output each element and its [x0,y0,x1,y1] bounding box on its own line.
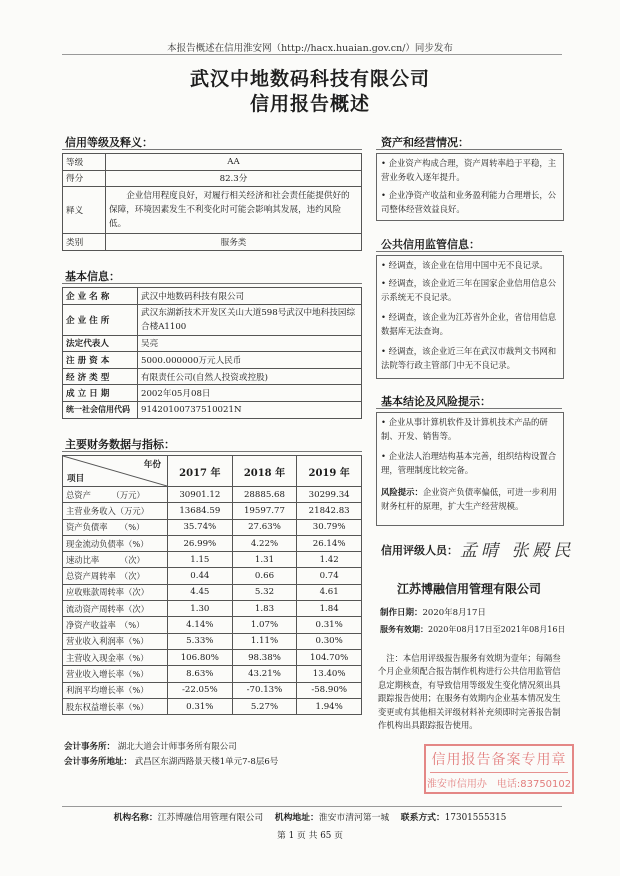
basic-label: 统一社会信用代码 [63,401,138,418]
conclusion-item: • 企业法人治理结构基本完善，组织结构设置合理，管理制度比较完备。 [381,451,557,475]
basic-value: 有限责任公司(自然人投资或控股) [138,368,362,385]
supervision-item: • 经调查，该企业近三年在国家企业信用信息公示系统无不良记录。 [381,278,557,302]
finance-heading: 主要财务数据与指标： [65,438,175,451]
finance-row [63,649,362,665]
finance-value: 35.74% [168,519,233,535]
publish-note: 本报告概述在信用淮安网（http://hacx.huaian.gov.cn/）同步发布 [167,43,453,54]
firm-address-value: 武昌区东湖西路景天楼1单元7-8层6号 [134,757,279,767]
finance-value: 1.83 [232,601,297,617]
finance-item: 主营业务收入（万元） [63,503,168,519]
rating-value: AA [106,154,362,171]
phone-value: 17301555315 [444,813,507,823]
finance-item: 股东权益增长率（%） [63,698,168,714]
supervision-box [376,255,564,379]
finance-value: 13.40% [297,666,362,682]
finance-value: 27.63% [232,519,297,535]
finance-value: 0.30% [297,633,362,649]
finance-value: 5.27% [232,698,297,714]
finance-row [63,535,362,551]
basic-row [63,385,362,402]
rating-value: 82.3分 [106,170,362,187]
accounting-firm-label: 会计事务所： [64,742,116,752]
supervision-item-text: 经调查，该企业近三年在武汉市裁判文书网和法院等行政主管部门中无不良记录。 [381,346,557,370]
addr-value: 淮安市清河第一城 [318,813,390,823]
finance-value: 1.11% [232,633,297,649]
rating-row-level [63,154,362,171]
firm-address-label: 会计事务所地址： [64,757,133,767]
risk-label: 风险提示： [381,487,423,497]
assets-box [376,153,564,221]
rating-label: 类别 [63,234,106,251]
conclusion-heading-rule [376,408,562,409]
finance-value: 1.94% [297,698,362,714]
basic-value: 武汉东湖新技术开发区关山大道598号武汉中地科技园综合楼A1100 [138,304,362,335]
finance-row [63,617,362,633]
rating-table [62,153,362,251]
conclusion-heading: 基本结论及风险提示： [381,395,491,408]
basic-heading: 基本信息： [65,270,120,283]
rating-heading-rule [62,149,362,150]
finance-item: 流动资产周转率（次） [63,601,168,617]
report-title: 信用报告概述 [249,93,370,115]
stamp-text: 淮安市信用办 电话:83750102 [426,779,572,790]
basic-row [63,335,362,352]
basic-label: 法定代表人 [63,335,138,352]
basic-row [63,352,362,369]
finance-row [63,584,362,600]
finance-header-row [63,456,362,487]
basic-label: 成 立 日 期 [63,385,138,402]
finance-value: 26.14% [297,535,362,551]
basic-label: 企 业 名 称 [63,288,138,305]
finance-row [63,698,362,714]
basic-info-table [62,287,362,419]
phone-label: 联系方式： [400,813,445,823]
basic-row [63,304,362,335]
rating-value: 企业信用程度良好，对履行相关经济和社会责任能提供好的保障，环境因素发生不利变化时可能会影响其发展，违约风险低。 [106,187,362,234]
rating-heading: 信用等级及释义： [65,136,153,149]
finance-row [63,519,362,535]
finance-value: 0.66 [232,568,297,584]
period-value: 2020年08月17日至2021年08月16日 [428,625,566,634]
finance-value: 30299.34 [297,487,362,503]
finance-value: -22.05% [168,682,233,698]
basic-value: 2002年05月08日 [138,385,362,402]
finance-value: 1.15 [168,552,233,568]
finance-value: 1.84 [297,601,362,617]
conclusion-box [376,412,564,526]
supervision-item: • 经调查，该企业为江苏省外企业，省信用信息数据库无法查询。 [381,312,557,336]
finance-row [63,633,362,649]
finance-value: 0.31% [297,617,362,633]
accounting-firm-value: 湖北大道会计师事务所有限公司 [117,742,237,752]
finance-value: 0.74 [297,568,362,584]
finance-value: 4.61 [297,584,362,600]
assets-item: • 企业资产构成合理，资产周转率趋于平稳，主营业务收入逐年提升。 [381,158,557,182]
validity-note: 注：本信用评级报告服务有效期为壹年；每隔叁个月企业须配合报告制作机构进行公共信用监管信息定期核查，有导致信用等级发生变化情况须出具跟踪报告使用；在服务有效期内企业基本情况发生变更或有其他相关评级材料补充须即时完善报告制作机构出具跟踪报告使用。 [378,653,561,731]
finance-value: -70.13% [232,682,297,698]
year-header: 2018 年 [232,456,297,487]
finance-item: 总资产 （万元） [63,487,168,503]
finance-value: 1.30 [168,601,233,617]
finance-item: 营业收入利润率（%） [63,633,168,649]
firm-address-line [64,755,278,767]
finance-row [63,487,362,503]
basic-value: 91420100737510021N [138,401,362,418]
year-header: 2017 年 [168,456,233,487]
basic-label: 企 业 住 所 [63,304,138,335]
rating-value: 服务类 [106,234,362,251]
finance-body [63,487,362,715]
finance-value: 5.33% [168,633,233,649]
finance-item: 利润平均增长率（%） [63,682,168,698]
issuer-company: 江苏博融信用管理有限公司 [396,582,541,596]
basic-value: 武汉中地数码科技有限公司 [138,288,362,305]
finance-row [63,568,362,584]
rater-signature: 孟晴 张殿民 [460,541,575,561]
header-rule [62,54,562,55]
finance-value: 8.63% [168,666,233,682]
raters-label: 信用评级人员： [381,544,458,557]
finance-value: 1.07% [232,617,297,633]
supervision-item-text: 经调查，该企业为江苏省外企业，省信用信息数据库无法查询。 [381,312,557,336]
finance-value: 5.32 [232,584,297,600]
finance-value: 0.44 [168,568,233,584]
finance-table [62,455,362,715]
period-line [380,624,565,635]
accounting-firm-line [64,740,237,752]
finance-item: 速动比率 （次） [63,552,168,568]
supervision-heading-rule [376,251,562,252]
date-label: 制作日期： [380,608,423,618]
finance-value: 21842.83 [297,503,362,519]
risk-text: 企业资产负债率偏低，可进一步利用财务杠杆的原理，扩大生产经营规模。 [381,487,557,511]
date-line [380,606,486,618]
finance-item: 总资产周转率 （次） [63,568,168,584]
assets-item-text: 企业净资产收益和业务盈利能力合理增长，公司整体经营效益良好。 [381,190,557,214]
finance-corner-cell [63,456,168,487]
org-label: 机构名称： [113,813,158,823]
finance-heading-rule [62,451,362,452]
supervision-item: • 经调查，该企业近三年在武汉市裁判文书网和法院等行政主管部门中无不良记录。 [381,346,557,370]
basic-row [63,288,362,305]
finance-row [63,503,362,519]
basic-label: 注 册 资 本 [63,352,138,369]
finance-row [63,601,362,617]
period-label: 服务有效期： [380,624,428,634]
company-title: 武汉中地数码科技有限公司 [189,68,430,90]
finance-item: 营业收入增长率（%） [63,666,168,682]
finance-value: 4.22% [232,535,297,551]
basic-row [63,401,362,418]
corner-item-label: 项目 [67,474,85,484]
rating-label: 等级 [63,154,106,171]
basic-heading-rule [62,283,362,284]
corner-year-label: 年份 [143,460,161,470]
finance-value: 104.70% [297,649,362,665]
filing-stamp [424,744,574,794]
finance-value: 30901.12 [168,487,233,503]
finance-value: 19597.77 [232,503,297,519]
finance-value: 28885.68 [232,487,297,503]
year-header: 2019 年 [297,456,362,487]
finance-value: 1.31 [232,552,297,568]
finance-row [63,666,362,682]
finance-item: 资产负债率 （%） [63,519,168,535]
rating-label: 得分 [63,170,106,187]
finance-value: 98.38% [232,649,297,665]
basic-row [63,368,362,385]
footer-info [0,810,620,823]
rating-row-score [63,170,362,187]
supervision-item-text: 经调查，该企业近三年在国家企业信用信息公示系统无不良记录。 [381,278,557,302]
finance-value: 4.14% [168,617,233,633]
footer-rule [62,806,562,807]
basic-label: 经 济 类 型 [63,368,138,385]
finance-item: 净资产收益率 （%） [63,617,168,633]
conclusion-item-text: 企业法人治理结构基本完善，组织结构设置合理，管理制度比较完备。 [381,451,557,475]
rating-row-category [63,234,362,251]
stamp-text: 信用报告备案专用章 [431,752,567,768]
finance-value: 13684.59 [168,503,233,519]
rating-label: 释义 [63,187,106,234]
addr-label: 机构地址： [274,813,319,823]
finance-value: 30.79% [297,519,362,535]
supervision-item: • 经调查，该企业在信用中国中无不良记录。 [381,260,548,270]
finance-value: 0.31% [168,698,233,714]
page-number: 第 1 页 共 65 页 [277,831,343,841]
finance-value: -58.90% [297,682,362,698]
finance-item: 主营收入现金率（%） [63,649,168,665]
finance-value: 4.45 [168,584,233,600]
finance-row [63,682,362,698]
finance-value: 26.99% [168,535,233,551]
finance-row [63,552,362,568]
basic-value: 5000.000000万元人民币 [138,352,362,369]
conclusion-item-text: 企业从事计算机软件及计算机技术产品的研制、开发、销售等。 [381,417,548,441]
assets-item: • 企业净资产收益和业务盈利能力合理增长，公司整体经营效益良好。 [381,190,557,214]
finance-item: 现金流动负债率（%） [63,535,168,551]
assets-heading: 资产和经营情况： [381,136,469,149]
assets-item-text: 企业资产构成合理，资产周转率趋于平稳，主营业务收入逐年提升。 [381,158,557,182]
finance-item: 应收账款周转率（次） [63,584,168,600]
risk-note [381,485,559,513]
supervision-item-text: 经调查，该企业在信用中国中无不良记录。 [388,260,548,270]
finance-value: 1.42 [297,552,362,568]
conclusion-item: • 企业从事计算机软件及计算机技术产品的研制、开发、销售等。 [381,417,548,441]
date-value: 2020年8月17日 [422,608,486,618]
supervision-heading: 公共信用监管信息： [381,238,480,251]
basic-value: 吴亮 [138,335,362,352]
finance-value: 43.21% [232,666,297,682]
rating-row-meaning [63,187,362,234]
org-value: 江苏博融信用管理有限公司 [157,813,264,823]
assets-heading-rule [376,149,562,150]
finance-value: 106.80% [168,649,233,665]
